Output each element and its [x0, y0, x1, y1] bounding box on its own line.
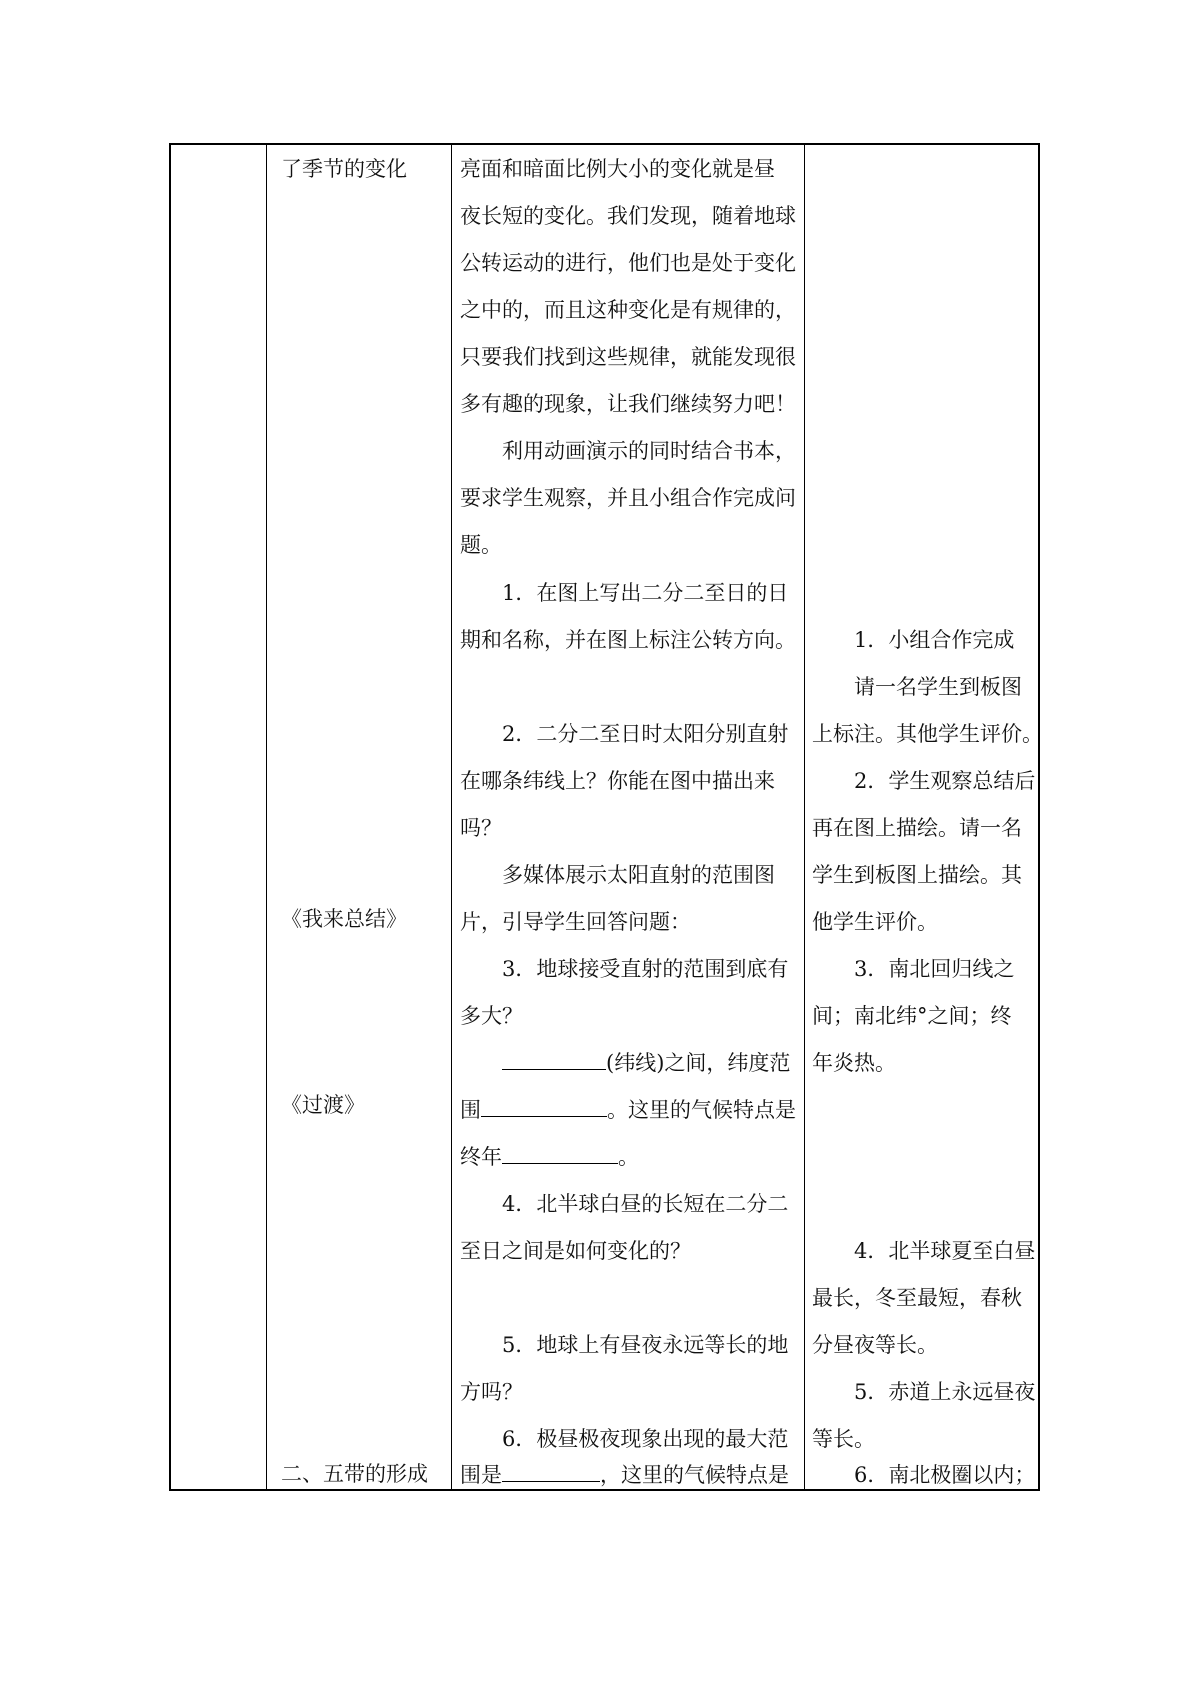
question-1: 1．在图上写出二分二至日的日: [502, 581, 789, 605]
answer-1: 1．小组合作完成: [854, 628, 1015, 652]
question-5: 5．地球上有昼夜永远等长的地: [502, 1333, 789, 1357]
answer-blank[interactable]: [481, 1096, 607, 1117]
heading-season-change: 了季节的变化: [281, 157, 407, 181]
text-line: 利用动画演示的同时结合书本，: [502, 439, 796, 463]
text-line: 公转运动的进行，他们也是处于变化: [460, 251, 796, 275]
text-line: 他学生评价。: [812, 910, 938, 934]
answer-4: 4．北半球夏至白昼: [854, 1239, 1036, 1263]
column-divider: [804, 145, 805, 1489]
text-line: 分昼夜等长。: [812, 1333, 938, 1357]
text-line: 亮面和暗面比例大小的变化就是昼: [460, 157, 775, 181]
heading-five-zones: 二、五带的形成: [281, 1462, 428, 1486]
question-2: 2．二分二至日时太阳分别直射: [502, 722, 789, 746]
text-fragment: 终年: [460, 1145, 502, 1169]
column-divider: [451, 145, 452, 1489]
text-fragment: 围是: [460, 1463, 502, 1487]
answer-3: 3．南北回归线之: [854, 957, 1015, 981]
text-line: 年炎热。: [812, 1051, 896, 1075]
text-line: 再在图上描绘。请一名: [812, 816, 1022, 840]
text-line: 学生到板图上描绘。其: [812, 863, 1022, 887]
fill-in-line: [460, 1096, 796, 1124]
text-line: 多大？: [460, 1004, 523, 1028]
text-line: 多有趣的现象，让我们继续努力吧！: [460, 392, 796, 416]
text-line: 至日之间是如何变化的？: [460, 1239, 691, 1263]
question-3: 3．地球接受直射的范围到底有: [502, 957, 789, 981]
text-line: 在哪条纬线上？你能在图中描出来: [460, 769, 775, 793]
fill-in-line: [460, 1461, 789, 1489]
question-4: 4．北半球白昼的长短在二分二: [502, 1192, 789, 1216]
text-fragment: (纬线)之间，纬度范: [606, 1051, 791, 1075]
text-line: 间；南北纬°之间；终: [812, 1004, 1012, 1028]
answer-blank[interactable]: [502, 1049, 606, 1070]
text-fragment: 。: [618, 1145, 639, 1169]
answer-5: 5．赤道上永远昼夜: [854, 1380, 1036, 1404]
text-line: 上标注。其他学生评价。: [812, 722, 1043, 746]
answer-blank[interactable]: [502, 1143, 618, 1164]
heading-transition: 《过渡》: [281, 1093, 365, 1117]
text-line: 方吗？: [460, 1380, 523, 1404]
text-line: 片，引导学生回答问题：: [460, 910, 691, 934]
text-fragment: 围: [460, 1098, 481, 1122]
text-line: 期和名称，并在图上标注公转方向。: [460, 628, 796, 652]
fill-in-line: [460, 1143, 639, 1171]
heading-summary: 《我来总结》: [281, 907, 407, 931]
question-6: 6．极昼极夜现象出现的最大范: [502, 1427, 789, 1451]
lesson-plan-table: [169, 143, 1043, 1491]
text-fragment: ，这里的气候特点是: [600, 1463, 789, 1487]
answer-2: 2．学生观察总结后: [854, 769, 1036, 793]
text-line: 夜长短的变化。我们发现，随着地球: [460, 204, 796, 228]
text-line: 要求学生观察，并且小组合作完成问: [460, 486, 796, 510]
text-line: 之中的，而且这种变化是有规律的，: [460, 298, 796, 322]
text-line: 等长。: [812, 1427, 875, 1451]
text-line: 最长，冬至最短，春秋: [812, 1286, 1022, 1310]
text-line: 多媒体展示太阳直射的范围图: [502, 863, 775, 887]
text-fragment: 。这里的气候特点是: [607, 1098, 796, 1122]
fill-in-line: [502, 1049, 790, 1077]
text-line: 请一名学生到板图: [854, 675, 1022, 699]
answer-6: 6．南北极圈以内；: [854, 1463, 1036, 1487]
text-line: 只要我们找到这些规律，就能发现很: [460, 345, 796, 369]
text-line: 吗？: [460, 816, 502, 840]
column-divider: [266, 145, 267, 1489]
answer-blank[interactable]: [502, 1461, 600, 1482]
text-line: 题。: [460, 533, 502, 557]
